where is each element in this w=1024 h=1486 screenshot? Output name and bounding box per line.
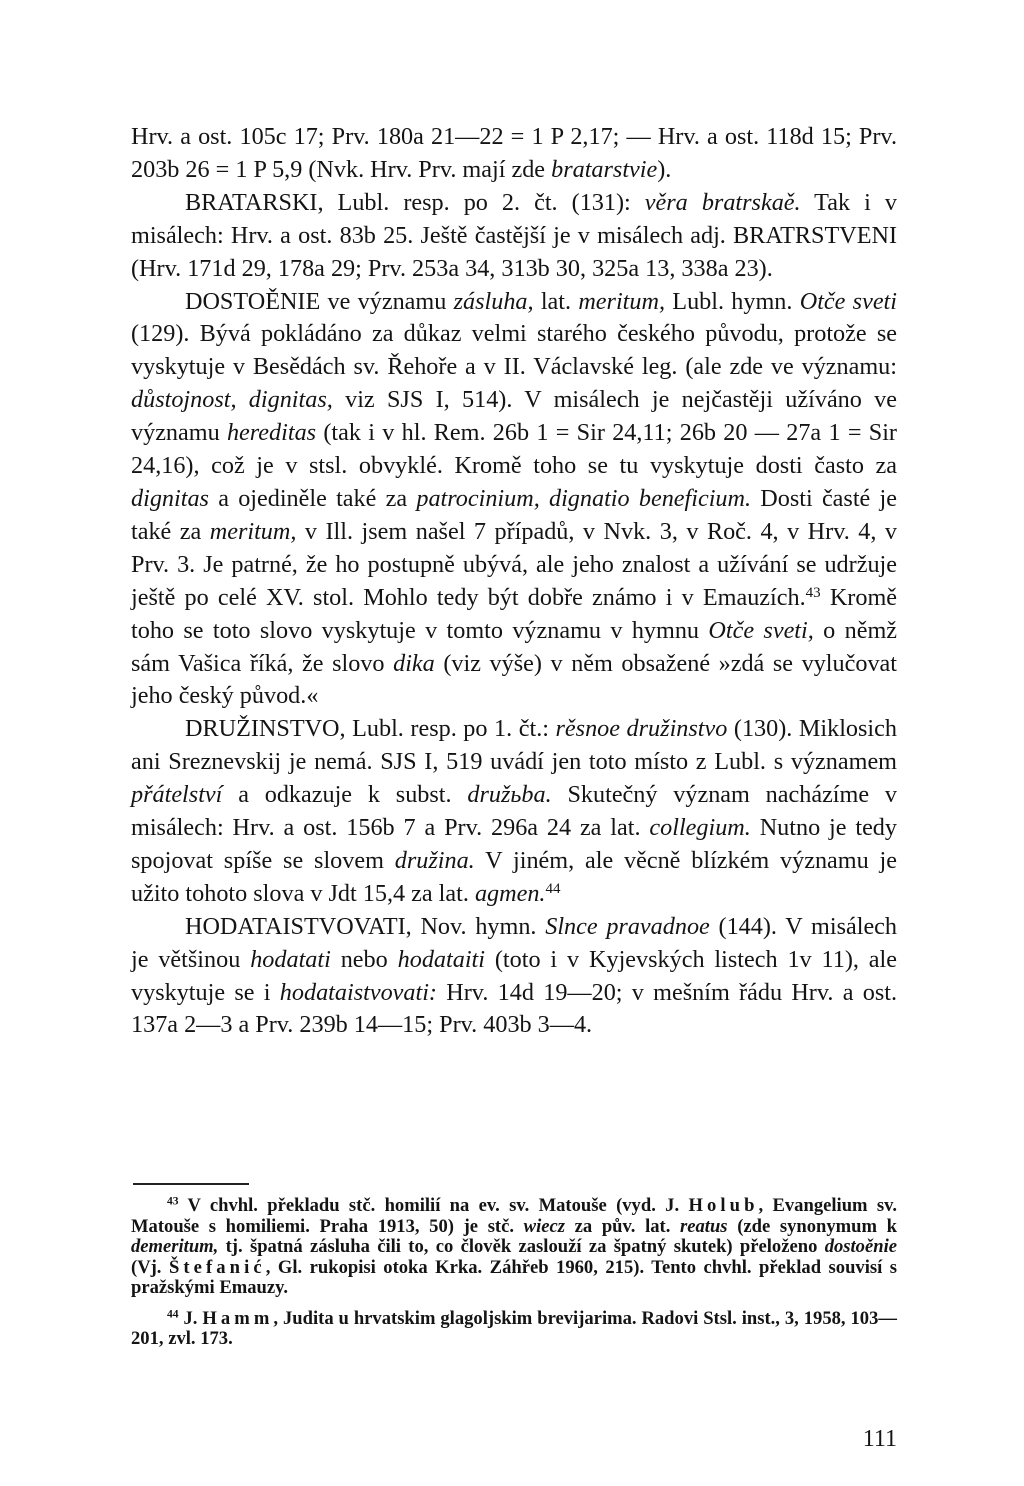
text-segment: , Evangelium sv. Matouše s homiliemi. Praha 1913, 50) je stč. — [131, 1195, 898, 1237]
italic-text: reatus — [680, 1215, 728, 1237]
main-text — [131, 121, 897, 1042]
text-segment: ). — [657, 155, 672, 183]
italic-text: dostoěnie — [824, 1236, 897, 1257]
footnotes — [131, 1196, 897, 1350]
text-segment: tj. špatná zásluha čili to, co člověk zaslouží za špatný skutek) přeloženo — [218, 1236, 825, 1257]
text-segment: Skutečný význam nacházíme v misálech: Hrv. a ost. 156b 7 a Prv. 296a 24 za lat. — [131, 781, 897, 842]
text-segment: (toto i v Kyjevských listech 1v 11), ale vyskytuje se i — [131, 945, 897, 1006]
text-segment: , Gl. rukopisi otoka Krka. Záhřeb 1960, 215). Tento chvhl. překlad souvisí s pražskými Emauzy. — [131, 1256, 897, 1298]
italic-text: hodataiti — [397, 945, 485, 973]
text-segment: Tak i v misálech: Hrv. a ost. 83b 25. Ještě častější je v misálech adj. BRATRSTVENI (Hrv. 171d 29, 178a 29; Prv. 253a 34, 313b 30, 325a 13, 338a 23). — [131, 188, 897, 282]
text-segment: HODATAISTVOVATI, Nov. hymn. — [185, 912, 546, 940]
text-segment: DRUŽINSTVO, Lubl. resp. po 1. čt.: — [185, 715, 556, 743]
paragraph — [131, 911, 897, 1043]
text-segment: , Judita u hrvatskim glagoljskim brevijarima. Radovi Stsl. inst., 3, 1958, 103—201, zvl. 173. — [131, 1307, 897, 1349]
italic-text: hodatati — [250, 945, 331, 973]
footnote — [131, 1309, 897, 1350]
italic-text: wiecz — [523, 1215, 565, 1237]
italic-text: dika — [393, 649, 435, 677]
italic-text: Otče sveti, — [708, 616, 814, 644]
text-segment: (zde synonymum k — [727, 1215, 897, 1237]
text-segment: Nutno je tedy spojovat spíše se slovem — [131, 814, 897, 874]
italic-text: hodataistvovati: — [279, 978, 437, 1006]
italic-text: hereditas — [226, 419, 317, 447]
text-segment: Hrv. 14d 19—20; v mešním řádu Hrv. a ost. 137a 2—3 a Prv. 239b 14—15; Prv. 403b 3—4. — [131, 978, 897, 1039]
text-segment: (Vj. — [131, 1256, 169, 1278]
footnote-separator — [133, 1183, 249, 1185]
italic-text: bratarstvie — [551, 155, 658, 183]
paragraph — [131, 121, 897, 187]
text-segment: Lubl. hymn. — [665, 287, 800, 315]
text-segment: nebo — [330, 945, 398, 973]
paragraph — [131, 187, 897, 286]
italic-text: rěsnoe družinstvo — [555, 715, 728, 743]
italic-text: collegium. — [649, 814, 751, 842]
footnote — [131, 1196, 897, 1299]
text-segment: DOSTOĚNIE ve významu — [185, 287, 454, 315]
text-segment: a odkazuje k subst. — [222, 781, 468, 809]
italic-text: družina. — [394, 846, 475, 874]
text-segment: BRATARSKI, Lubl. resp. po 2. čt. (131): — [185, 188, 645, 216]
text-segment: o němž sám Vašica říká, že slovo — [131, 616, 898, 677]
text-segment: Hrv. a ost. 105c 17; Prv. 180a 21—22 = 1 P 2,17; — Hrv. a ost. 118d 15; Prv. 203b 26 = 1 P 5,9 (Nvk. Hrv. Prv. mají zde — [131, 123, 897, 183]
italic-text: zásluha, — [453, 287, 534, 315]
paragraph — [131, 713, 897, 910]
italic-text: věra bratrskaě. — [644, 188, 801, 216]
text-segment: (130). Miklosich ani Sreznevskij je nemá. SJS I, 519 uvádí jen toto místo z Lubl. s významem — [131, 715, 897, 776]
text-segment: (129). Bývá pokládáno za důkaz velmi starého českého původu, protože se vyskytuje v Besědách sv. Řehoře a v II. Václavské leg. (ale zde ve významu: — [131, 320, 897, 381]
text-segment: Holub — [688, 1195, 759, 1216]
italic-text: Otče sveti — [799, 287, 897, 315]
italic-text: Slnce pravadnoe — [545, 912, 710, 940]
text-segment: J. — [178, 1307, 203, 1329]
italic-text: dignitas — [131, 484, 209, 512]
italic-text: meritum, — [578, 287, 666, 315]
italic-text: demeritum, — [131, 1236, 219, 1257]
footnote-marker: 44 — [167, 1308, 179, 1321]
text-segment: za pův. lat. — [564, 1215, 681, 1237]
footnote-marker: 43 — [167, 1195, 179, 1208]
italic-text: agmen. — [474, 879, 546, 907]
text-segment: (viz výše) v něm obsažené »zdá se vylučovat jeho český původ.« — [131, 649, 897, 710]
italic-text: patrocinium, dignatio beneficium. — [416, 484, 752, 512]
italic-text: důstojnost, dignitas, — [131, 386, 333, 414]
italic-text: družьba. — [467, 781, 552, 809]
footnote-marker: 44 — [545, 880, 561, 897]
page-number: 111 — [862, 1426, 897, 1452]
text-segment: Štefanić — [168, 1256, 266, 1278]
text-segment: Dosti časté je také za — [131, 484, 897, 545]
text-segment: viz SJS I, 514). V misálech je nejčastěji užíváno ve významu — [131, 386, 897, 447]
text-segment: (tak i v hl. Rem. 26b 1 = Sir 24,11; 26b 20 — 27a 1 = Sir 24,16), což je v stsl. obvyklé. Kromě toho se tu vyskytuje dosti často za — [131, 419, 897, 480]
text-segment: (144). V misálech je většinou — [131, 912, 898, 973]
italic-text: přátelství — [131, 781, 223, 809]
text-segment: a ojediněle také za — [208, 484, 417, 512]
footnote-marker: 43 — [805, 584, 821, 601]
text-segment: V chvhl. překladu stč. homilií na ev. sv. Matouše (vyd. J. — [178, 1195, 689, 1216]
text-segment: Hamm — [202, 1307, 274, 1329]
text-segment: V jiném, ale věcně blízkém významu je užito tohoto slova v Jdt 15,4 za lat. — [131, 846, 897, 907]
paragraph — [131, 286, 897, 714]
italic-text: meritum, — [209, 517, 297, 545]
text-segment: v Ill. jsem našel 7 případů, v Nvk. 3, v Roč. 4, v Hrv. 4, v Prv. 3. Je patrné, že ho postupně ubývá, ale jeho znalost a užívání se udržuje ještě po celé XV. stol. Mohlo tedy být dobře známo i v Emauzích. — [131, 517, 897, 611]
text-segment: Kromě toho se toto slovo vyskytuje v tomto významu v hymnu — [131, 583, 897, 644]
text-segment: lat. — [533, 287, 579, 315]
